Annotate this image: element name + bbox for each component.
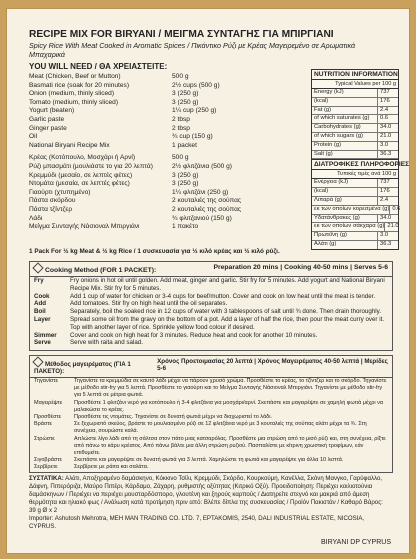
step-text: Προσθέστε 1 φλιτζάνι νερό για κοτόπουλο ή 3-4 φλιτζάνια για μοσχάρι/αρνί. Σκεπάστε και μαγειρέψτε σε χαμηλή φωτιά μέχρι να μαλακώσει το κρέας. [74, 399, 384, 413]
ingredient-qty: 2½ φλιτζάνια (500 g) [172, 162, 232, 170]
ingredient-name: Garlic paste [29, 115, 65, 123]
method-heading-text: Cooking Method (FOR 1 PACKET): [45, 267, 157, 274]
method-step [30, 277, 392, 293]
ingredient-name: Basmati rice (soak for 20 minutes) [29, 81, 130, 89]
ingredient-name: Κρέας (Κοτόπουλο, Μοσχάρι ή Αρνί) [29, 154, 136, 162]
nutrition-row-gr [312, 188, 398, 197]
method-step-gr [30, 400, 392, 414]
recipe-subtitle: Spicy Rice With Meat Cooked in Aromatic Spices / Πικάντικο Ρύζι με Κρέας Μαγειρεμένο σε Αρωματικά Μπαχαρικά [29, 41, 356, 59]
nutrient-value: 21.0 [377, 133, 398, 141]
step-key: Μαγειρέψτε [34, 399, 63, 406]
nutrition-row [312, 151, 398, 160]
cooking-icon [32, 262, 43, 273]
nutrient-value: 3.0 [377, 142, 398, 150]
nutrition-row [312, 124, 398, 133]
ingredient-qty: 500 g [172, 154, 189, 162]
ingredient-row [29, 73, 279, 82]
nutrition-row [312, 89, 398, 98]
method-step [30, 332, 392, 340]
ingredient-qty: 1¼ φλιτζάνι (250 g) [172, 188, 229, 196]
nutrition-row-gr [312, 223, 398, 232]
nutrient-label: Carbohydrates (g) [314, 124, 361, 131]
step-key: Προσθέστε [34, 414, 62, 421]
ingredient-name: Λάδι [29, 214, 43, 222]
method-heading [34, 264, 156, 274]
step-text: Fry onions in hot oil until golden. Add meat, ginger and garlic. Stir fry for 5 minutes. Add yogurt and National Biryani Recipe Mix. Stir fry for 5 minutes. [70, 277, 385, 292]
nutrient-value: 34.0 [377, 215, 398, 223]
ingredient-qty: 2 κουταλιές της σούπας [172, 197, 242, 205]
nutrient-label: of which sugars (g) [314, 132, 363, 139]
step-key: Boil [34, 308, 46, 316]
ingredient-row-gr [29, 197, 279, 206]
ingredient-name: Πάστα σκόρδου [29, 197, 76, 205]
ingredient-row [29, 133, 279, 142]
importer-text: Importer: Ashutosh Mehrotra, MEH MAN TRADING CO. LTD. 7, EPTAKOMIS, 2540, DALI INDUSTRIAL ESTATE, NICOSIA, CYPRUS. [29, 515, 365, 530]
nutrient-label: Energy (kJ) [314, 89, 344, 95]
ingredient-qty: 1 packet [172, 141, 197, 149]
nutrient-value: 0.6 [377, 115, 398, 123]
nutrient-label: εκ των οποίων κορεσμένα (g) [314, 205, 390, 212]
ingredient-qty: ¾ cup (150 g) [172, 133, 213, 141]
nutrient-value: 737 [377, 89, 398, 97]
nutrition-table [311, 69, 410, 250]
nutrient-label: Ενέργεια (kJ) [314, 179, 349, 186]
nutrition-heading-gr: ΔΙΑΤΡΟΦΙΚΕΣ ΠΛΗΡΟΦΟΡΙΕΣ [314, 161, 410, 169]
method-step-gr [30, 378, 392, 400]
ingredient-qty: 3 (250 g) [172, 180, 199, 188]
step-text: Τηγανίστε τα κρεμμύδια σε καυτό λάδι μέχρι να πάρουν χρυσό χρώμα. Προσθέστε το κρέας, το τζίντζερ και το σκόρδο. Τηγανίστε με μέθοδο stir-fry για 5 λεπτά. Προσθέστε το γιαούρτι και το Μείγμα Συνταγής Νάσιοναλ Μπιργιάνι. Τηγανίστε με μέθοδο stir-fry για 5 λεπτά σε μέτρια φωτιά. [74, 378, 387, 399]
nutrient-label: Αλάτι (g) [314, 240, 337, 247]
ingredient-row [29, 142, 279, 151]
method-header-gr [30, 356, 392, 378]
step-key: Simmer [34, 331, 57, 339]
nutrient-label: Fat (g) [314, 106, 332, 113]
nutrient-value: 36.3 [377, 241, 398, 249]
method-times: Preparation 20 mins | Cooking 40-50 mins | Serves 5-6 [213, 264, 388, 271]
nutrition-row [312, 98, 398, 107]
ingredient-row-gr [29, 163, 279, 172]
ingredient-row-gr [29, 215, 279, 224]
ingredient-name: Oil [29, 133, 38, 141]
step-key: Τηγανίστε [34, 378, 58, 384]
recipe-title: RECIPE MIX FOR BIRYANI / ΜΕΙΓΜΑ ΣΥΝΤΑΓΗΣ ΓΙΑ ΜΠΙΡΓΙΑΝΙ [29, 29, 334, 40]
nutrition-row [312, 107, 398, 116]
ingredient-row [29, 125, 279, 134]
ingredient-qty: 2 tbsp [172, 124, 190, 132]
nutrient-label: Πρωτεΐνη (g) [314, 232, 347, 239]
step-text: Separately, boil the soaked rice in 12 cups of water with 3 tablespoons of salt until ¾ done. Then drain thoroughly. [70, 308, 381, 316]
step-key: Σιγοβράστε [34, 457, 62, 464]
step-text: Add tomatoes. Stir fry on high heat until the oil separates. [70, 300, 228, 308]
you-will-need-heading: YOU WILL NEED / ΘΑ ΧΡΕΙΑΣΤΕΙΤΕ: [29, 62, 168, 71]
ingredient-qty: 500 g [172, 73, 189, 80]
nutrient-label: εκ των οποίων σάκχαρα (g) [314, 223, 385, 230]
step-key: Add [34, 300, 47, 308]
step-text: Add 1 cup of water for chicken or 3-4 cups for beef/mutton. Cover and cook on low heat until the meat is tender. [70, 292, 376, 300]
header [29, 29, 391, 72]
nutrient-value: 176 [377, 98, 398, 106]
ingredient-qty: 3 (250 g) [172, 98, 199, 106]
step-key: Serve [34, 339, 51, 347]
nutrient-value: 2.4 [377, 107, 398, 115]
ingredient-qty: 2½ cups (500 g) [172, 81, 220, 89]
nutrient-value: 0.6 [389, 206, 400, 214]
ingredient-name: Yogurt (beaten) [29, 107, 75, 115]
nutrient-value: 737 [377, 179, 398, 187]
ingredient-row [29, 90, 279, 99]
method-header [30, 262, 392, 277]
nutrition-row [312, 115, 398, 124]
method-step-gr [30, 421, 392, 435]
method-step [30, 316, 392, 332]
ingredients-text: Αλάτι, Αποξηραμένο δαμάσκηνο, Κόκκινο Τσίλι, Κρεμμύδι, Σκόρδο, Κουρκούμη, Κανέλλα, Σκόνη Μανγκο, Γαρύφαλλο, Δάφνη, Πιπερόριζα, Μαύρο Πιπέρι, Κάρδαμο, Ζάχαρη, ρυθμιστής οξύτητας (Κιτρικό Οξύ). Προειδοποίηση: Περιέχει κοιλιοτούνια δαμάσκηνων / Περιέχει να περιέχει μουσταρδόσπορο, γλουτένη και ξηρούς καρπούς / Διατηρείτε στεγνό και μακριά από άμεση θερμότητα και ηλιακό φως / Ανάλωση κατά προτίμηση πριν από: Βλέπε δίπλα της συσκευασίας / Προϊόν Πακιστάν / Καθαρό Βάρος: 39 g Ø x 2 [29, 475, 383, 514]
method-step-gr [30, 436, 392, 458]
step-text: Σερβίρετε με ράιτα και σαλάτα. [74, 464, 149, 471]
ingredient-name: Meat (Chicken, Beef or Mutton) [29, 73, 121, 80]
ingredient-qty: ¾ φλιτζανιού (150 g) [172, 214, 232, 222]
ingredient-name: Tomato (medium, thinly sliced) [29, 98, 119, 106]
ingredient-name: Ginger paste [29, 124, 67, 132]
step-key: Σερβίρετε [34, 464, 58, 471]
nutrition-heading: NUTRITION INFORMATION [314, 71, 398, 78]
ingredient-row [29, 107, 279, 116]
ingredient-row-gr [29, 206, 279, 215]
brand-footer: BIRYANI DP CYPRUS [320, 539, 391, 546]
ingredient-name: Κρεμμύδι (μεσαίο, σε λεπτές φέτες) [29, 171, 133, 179]
nutrient-value: 3.0 [377, 232, 398, 240]
pack-note: 1 Pack For ½ kg Meat & ½ kg Rice / 1 συσκευασία για ½ κιλό κρέας και ½ κιλό ρύζι. [29, 248, 280, 255]
nutrient-value: 34.0 [377, 124, 398, 132]
ingredient-name: Γιαούρτι (χτυπημένο) [29, 188, 91, 196]
ingredient-row-gr [29, 172, 279, 181]
nutrient-label: Salt (g) [314, 150, 333, 157]
package-back [6, 8, 410, 554]
nutrient-label: Υδατάνθρακες (g) [314, 214, 360, 221]
ingredients-text-block [29, 475, 391, 531]
nutrient-label: (kcal) [314, 97, 329, 104]
ingredient-qty: 1¼ cup (250 g) [172, 107, 217, 115]
nutrition-row [312, 142, 398, 151]
nutrition-row [312, 133, 398, 142]
ingredient-name: Μείγμα Συνταγής Νάσιοναλ Μπιργιάνι [29, 223, 140, 231]
step-key: Στρώστε [34, 435, 55, 442]
nutrient-value: 176 [377, 188, 398, 196]
step-text: Προσθέστε τις ντομάτες. Τηγανίστε σε δυνατή φωτιά μέχρι να διαχωριστεί το λάδι. [74, 414, 272, 421]
method-step [30, 293, 392, 301]
step-key: Βράστε [34, 421, 52, 428]
nutrient-label: Λιπαρά (g) [314, 196, 342, 203]
method-heading-gr [34, 358, 157, 375]
nutrient-label: Protein (g) [314, 141, 342, 148]
nutrition-sub: Typical Values per 100 g [312, 80, 398, 89]
step-text: Σκεπάστε και μαγειρέψτε σε δυνατή φωτιά για 3 λεπτά. Χαμηλώστε τη φωτιά και μαγειρέψτε για άλλα 10 λεπτά. [74, 457, 344, 464]
method-heading-text: Μέθοδος μαγειρέματος (ΓΙΑ 1 ΠΑΚΕΤΟ): [34, 361, 131, 375]
nutrition-row-gr [312, 241, 398, 249]
method-times-gr: Χρόνος Προετοιμασίας 20 λεπτά | Χρόνος Μαγειρέματος 40-50 λεπτά | Μερίδες 5-6 [157, 358, 388, 372]
cooking-method-gr [29, 355, 393, 473]
nutrition-sub-gr: Τυπικές τιμές ανά 100 g [312, 170, 398, 179]
nutrient-label: (kcal) [314, 188, 329, 195]
nutrition-row-gr [312, 232, 398, 241]
step-key: Layer [34, 315, 51, 323]
method-step-gr [30, 464, 392, 471]
ingredient-qty: 1 πακέτο [172, 223, 199, 231]
cooking-icon [32, 356, 43, 367]
ingredient-name: Onion (medium, thinly sliced) [29, 90, 115, 98]
ingredient-qty: 2 κουταλιές της σούπας [172, 205, 242, 213]
method-step [30, 300, 392, 308]
ingredient-qty: 2 tbsp [172, 115, 190, 123]
step-text: Serve with raita and salad. [70, 339, 143, 347]
step-text: Spread some oil from the gravy on the bottom of a pot. Add a layer of half the rice, then pour the meat curry over it. Top with another layer of rice. Sprinkle yellow food colour if desired. [70, 315, 385, 331]
ingredient-row-gr [29, 223, 279, 232]
step-text: Απλώστε λίγο λάδι από τη σάλτσα στον πάτο μιας κατσαρόλας. Προσθέστε μια στρώση από το μισό ρύζι και, στη συνέχεια, ρίξτε από πάνω το κάρυ κρέατος. Από πάνω βάλτε μια άλλη στρώση ρυζιού. Πασπαλίστε με κίτρινη χρωστική τροφίμων, εάν επιθυμείτε. [74, 435, 386, 457]
ingredient-qty: 3 (250 g) [172, 90, 199, 98]
ingredients-label: ΣΥΣΤΑΤΙΚΑ: [29, 475, 64, 482]
nutrition-row-gr [312, 205, 401, 215]
step-key: Cook [34, 292, 50, 300]
ingredient-row [29, 99, 279, 108]
nutrition-row-gr [312, 179, 398, 188]
method-step [30, 339, 392, 347]
nutrient-value: 21.0 [384, 223, 398, 231]
ingredient-name: Πάστα τζίντζερ [29, 205, 73, 213]
ingredient-row [29, 82, 279, 91]
ingredient-name: Ρύζι μπασμάτι (μουλιάστε το για 20 λεπτά) [29, 162, 153, 170]
ingredient-name: National Biryani Recipe Mix [29, 141, 110, 149]
method-step [30, 308, 392, 316]
ingredient-row-gr [29, 180, 279, 189]
cooking-method-en [29, 261, 393, 351]
nutrient-value: 2.4 [377, 197, 398, 205]
step-key: Fry [34, 277, 44, 284]
ingredients-list [29, 73, 279, 232]
ingredient-row [29, 116, 279, 125]
step-text: Σε ξεχωριστό σκεύος, βράστε το μουλιασμένο ρύζι σε 12 φλιτζάνια νερό με 3 κουταλιές της σούπας αλάτι μέχρι τα ¾. Στη συνέχεια, σουρώστε καλά. [74, 421, 367, 435]
nutrient-value: 36.3 [377, 151, 398, 159]
nutrition-row-gr [312, 197, 398, 206]
ingredient-row-gr [29, 154, 279, 163]
nutrient-label: of which saturates (g) [314, 115, 370, 122]
ingredient-name: Ντομάτα (μεσαία, σε λεπτές φέτες) [29, 180, 130, 188]
ingredient-qty: 3 (250 g) [172, 171, 199, 179]
step-text: Cover and cook on high heat for 3 minutes. Reduce heat and cook for another 10 minutes. [70, 331, 318, 339]
